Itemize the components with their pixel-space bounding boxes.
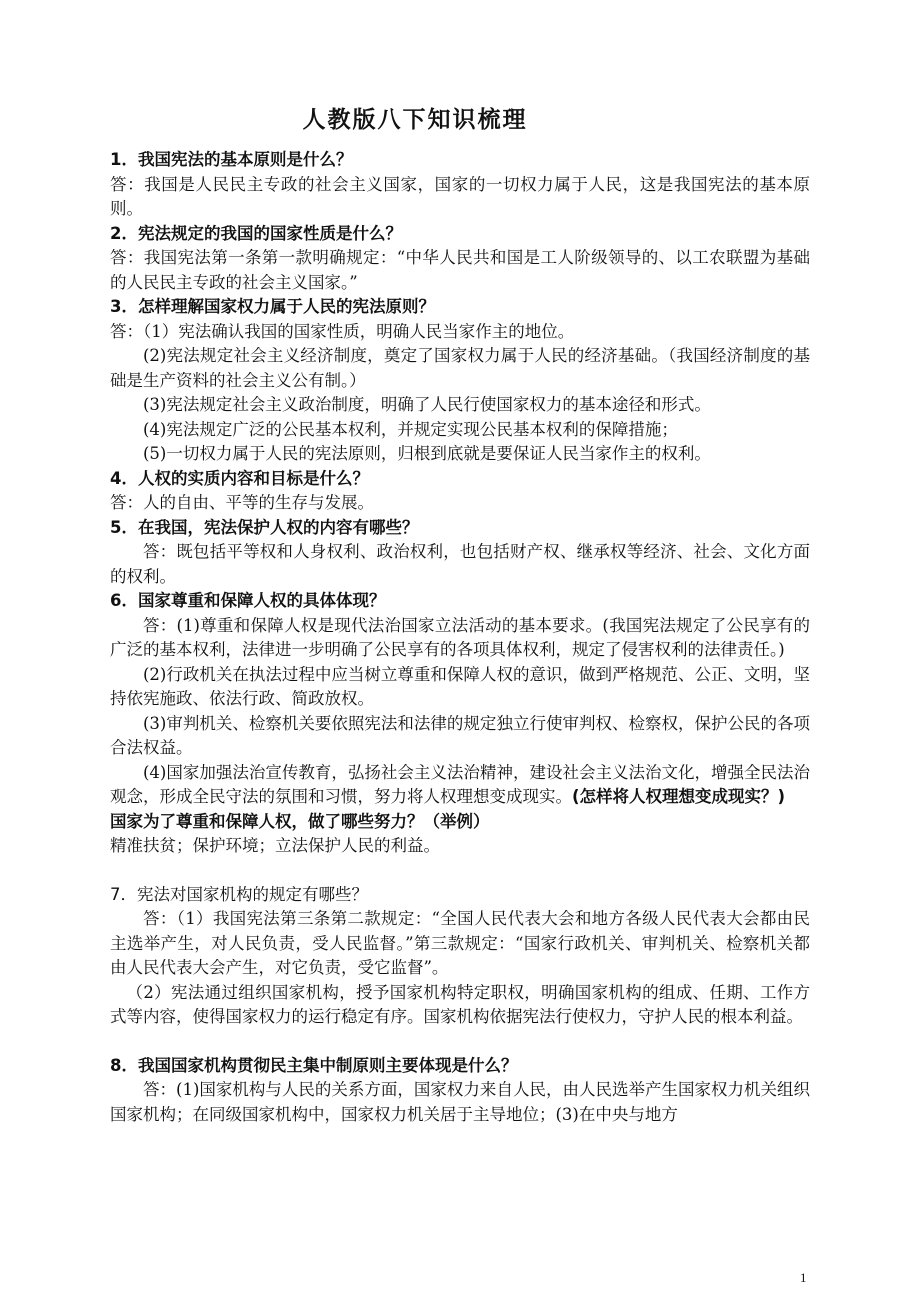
answer-3-item-4: (4)宪法规定广泛的公民基本权利，并规定实现公民基本权利的保障措施； xyxy=(143,419,678,439)
answer-6-item-3: (3)审判机关、检察机关要依照宪法和法律的规定独立行使审判权、检察权，保护公民的各项合法权益。 xyxy=(110,713,810,757)
answer-6-item-4 xyxy=(110,761,810,810)
question-6-sub: 国家为了尊重和保障人权，做了哪些努力？（举例） xyxy=(110,811,490,831)
question-6: 6．国家尊重和保障人权的具体体现？ xyxy=(110,591,386,610)
answer-8: 答：(1)国家机构与人民的关系方面，国家权力来自人民，由人民选举产生国家权力机关组织国家机构；在同级国家机构中，国家权力机关居于主导地位；(3)在中央与地方 xyxy=(110,1080,810,1124)
spacer xyxy=(110,1030,810,1054)
question-2: 2．宪法规定的我国的国家性质是什么？ xyxy=(110,223,402,243)
answer-6-item-2: (2)行政机关在执法过程中应当树立尊重和保障人权的意识，做到严格规范、公正、文明，坚持依宪施政、依法行政、简政放权。 xyxy=(110,664,810,708)
answer-3-item-1: 答：（1）宪法确认我国的国家性质，明确人民当家作主的地位。 xyxy=(110,321,575,341)
document-body xyxy=(110,148,810,1127)
answer-1: 答：我国是人民民主专政的社会主义国家，国家的一切权力属于人民，这是我国宪法的基本原则。 xyxy=(110,174,810,218)
answer-5: 答：既包括平等权和人身权利、政治权利，也包括财产权、继承权等经济、社会、文化方面的权利。 xyxy=(110,542,810,586)
spacer xyxy=(110,859,810,883)
answer-4: 答：人的自由、平等的生存与发展。 xyxy=(110,493,374,512)
answer-6-sub: 精准扶贫；保护环境；立法保护人民的利益。 xyxy=(110,836,440,855)
question-3: 3．怎样理解国家权力属于人民的宪法原则？ xyxy=(110,297,435,316)
page-title: 人教版八下知识梳理 xyxy=(302,107,528,133)
answer-3-item-5: (5)一切权力属于人民的宪法原则，归根到底就是要保证人民当家作主的权利。 xyxy=(143,444,711,463)
question-8: 8．我国国家机构贯彻民主集中制原则主要体现是什么？ xyxy=(110,1055,518,1075)
question-4: 4．人权的实质内容和目标是什么？ xyxy=(110,468,369,488)
answer-3-item-3: (3)宪法规定社会主义政治制度，明确了人民行使国家权力的基本途径和形式。 xyxy=(143,395,711,414)
page-number: 1 xyxy=(800,1270,807,1285)
answer-6-item-4-text: (4)国家加强法治宣传教育，弘扬社会主义法治精神，建设社会主义法治文化，增强全民法治观念，形成全民守法的氛围和习惯，努力将人权理想变成现实。 xyxy=(110,762,810,806)
answer-7-item-1: 答：（1）我国宪法第三条第二款规定：“全国人民代表大会和地方各级人民代表大会都由民主选举产生，对人民负责，受人民监督。”第三款规定：“国家行政机关、审判机关、检察机关都由人民代表大会产生，对它负责，受它监督”。 xyxy=(110,909,810,977)
answer-7-item-2: （2）宪法通过组织国家机构，授予国家机构特定职权，明确国家机构的组成、任期、工作方式等内容，使得国家权力的运行稳定有序。国家机构依据宪法行使权力，守护人民的根本利益。 xyxy=(110,982,810,1026)
question-1: 1．我国宪法的基本原则是什么？ xyxy=(110,150,353,169)
answer-6-item-1: 答：(1)尊重和保障人权是现代法治国家立法活动的基本要求。(我国宪法规定了公民享有的广泛的基本权利，法律进一步明确了公民享有的各项具体权利，规定了侵害权利的法律责任。) xyxy=(110,615,810,659)
answer-2: 答：我国宪法第一条第一款明确规定：“中华人民共和国是工人阶级领导的、以工农联盟为基础的人民民主专政的社会主义国家。” xyxy=(110,248,810,292)
answer-3-item-2: (2)宪法规定社会主义经济制度，奠定了国家权力属于人民的经济基础。（我国经济制度的基础是生产资料的社会主义公有制。） xyxy=(110,346,810,390)
question-7: 7．宪法对国家机构的规定有哪些？ xyxy=(110,884,368,904)
answer-6-item-4-bold-note: (怎样将人权理想变成现实？) xyxy=(572,787,786,806)
question-5: 5．在我国，宪法保护人权的内容有哪些？ xyxy=(110,517,419,537)
